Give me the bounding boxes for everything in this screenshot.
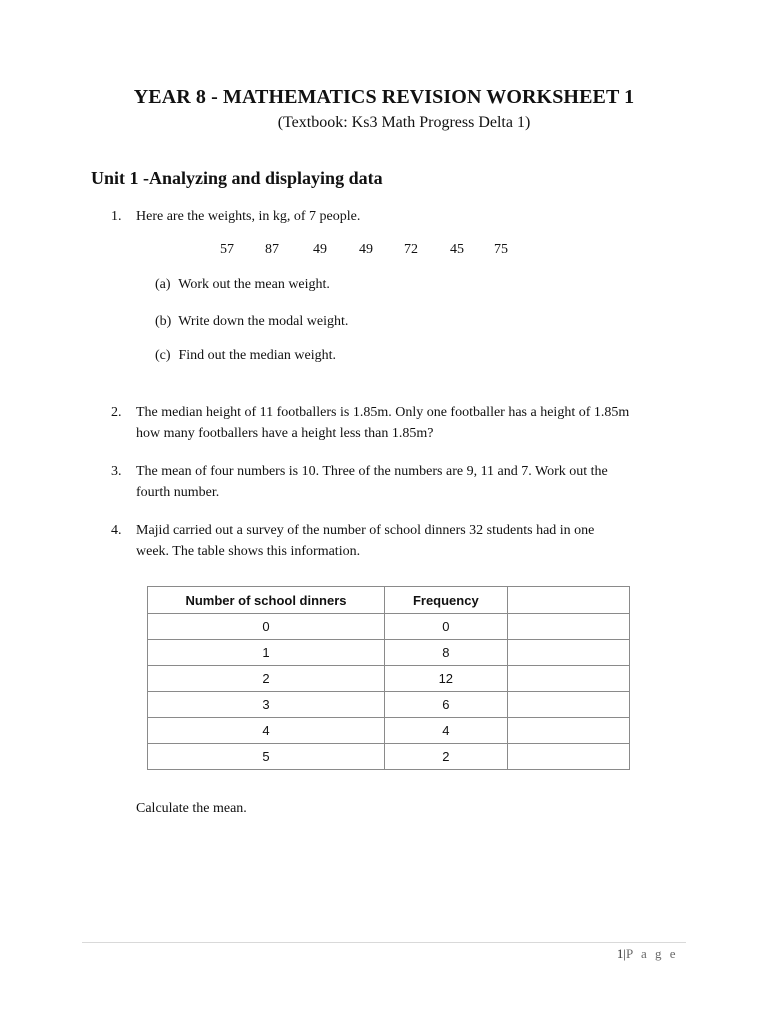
page-label: P a g e <box>625 946 678 961</box>
table-header-cell: Number of school dinners <box>148 587 385 614</box>
table-cell <box>507 614 629 640</box>
table-cell: 12 <box>384 666 507 692</box>
question-text-line: The median height of 11 footballers is 1.85m. Only one footballer has a height of 1.85m <box>136 405 630 420</box>
weight-value: 49 <box>313 242 327 257</box>
table-cell: 4 <box>148 718 385 744</box>
table-row <box>148 666 630 692</box>
worksheet-subtitle: (Textbook: Ks3 Math Progress Delta 1) <box>277 114 531 131</box>
page-separator: | <box>623 946 626 961</box>
weight-value: 72 <box>404 242 418 257</box>
part-text: Find out the median weight. <box>178 348 336 363</box>
question-number: 4. <box>111 523 122 538</box>
weight-value: 49 <box>359 242 373 257</box>
table-cell <box>507 718 629 744</box>
page-footer <box>617 946 678 962</box>
calculate-instruction: Calculate the mean. <box>136 801 247 816</box>
part-text: Work out the mean weight. <box>178 277 330 292</box>
table-cell: 2 <box>384 744 507 770</box>
table-cell <box>507 692 629 718</box>
weight-value: 57 <box>220 242 234 257</box>
table-row <box>148 718 630 744</box>
table-header-cell: Frequency <box>384 587 507 614</box>
table-cell: 0 <box>148 614 385 640</box>
question-text-line: The mean of four numbers is 10. Three of the numbers are 9, 11 and 7. Work out the <box>136 464 608 479</box>
table-header-cell <box>507 587 629 614</box>
unit-heading: Unit 1 -Analyzing and displaying data <box>91 168 383 188</box>
weight-value: 45 <box>450 242 464 257</box>
question-part-c <box>155 348 336 364</box>
question-number: 1. <box>111 209 122 224</box>
table-cell: 5 <box>148 744 385 770</box>
question-number: 3. <box>111 464 122 479</box>
page-number: 1 <box>616 946 624 961</box>
question-text-line: Majid carried out a survey of the number of school dinners 32 students had in one <box>136 523 595 538</box>
table-row <box>148 640 630 666</box>
question-part-a <box>155 277 330 293</box>
worksheet-title: YEAR 8 - MATHEMATICS REVISION WORKSHEET 1 <box>133 86 635 108</box>
weight-value: 87 <box>265 242 279 257</box>
table-cell: 2 <box>148 666 385 692</box>
part-label: (a) <box>155 277 171 292</box>
table-row <box>148 692 630 718</box>
question-text-line: week. The table shows this information. <box>136 544 361 559</box>
school-dinners-table <box>147 586 630 770</box>
footer-divider <box>82 942 686 943</box>
table-header-row <box>148 587 630 614</box>
table-cell: 8 <box>384 640 507 666</box>
part-text: Write down the modal weight. <box>178 314 349 329</box>
question-text: Here are the weights, in kg, of 7 people. <box>136 209 361 224</box>
table-row <box>148 614 630 640</box>
table-cell: 3 <box>148 692 385 718</box>
weight-value: 75 <box>494 242 508 257</box>
question-part-b <box>155 314 348 330</box>
table-cell: 4 <box>384 718 507 744</box>
question-text-line: fourth number. <box>136 485 220 500</box>
table-cell: 6 <box>384 692 507 718</box>
part-label: (b) <box>155 314 172 329</box>
table-cell <box>507 666 629 692</box>
question-number: 2. <box>111 405 122 420</box>
question-text-line: how many footballers have a height less than 1.85m? <box>136 426 434 441</box>
table-cell: 0 <box>384 614 507 640</box>
table-cell <box>507 640 629 666</box>
table-cell <box>507 744 629 770</box>
part-label: (c) <box>155 348 171 363</box>
table-cell: 1 <box>148 640 385 666</box>
table-row <box>148 744 630 770</box>
